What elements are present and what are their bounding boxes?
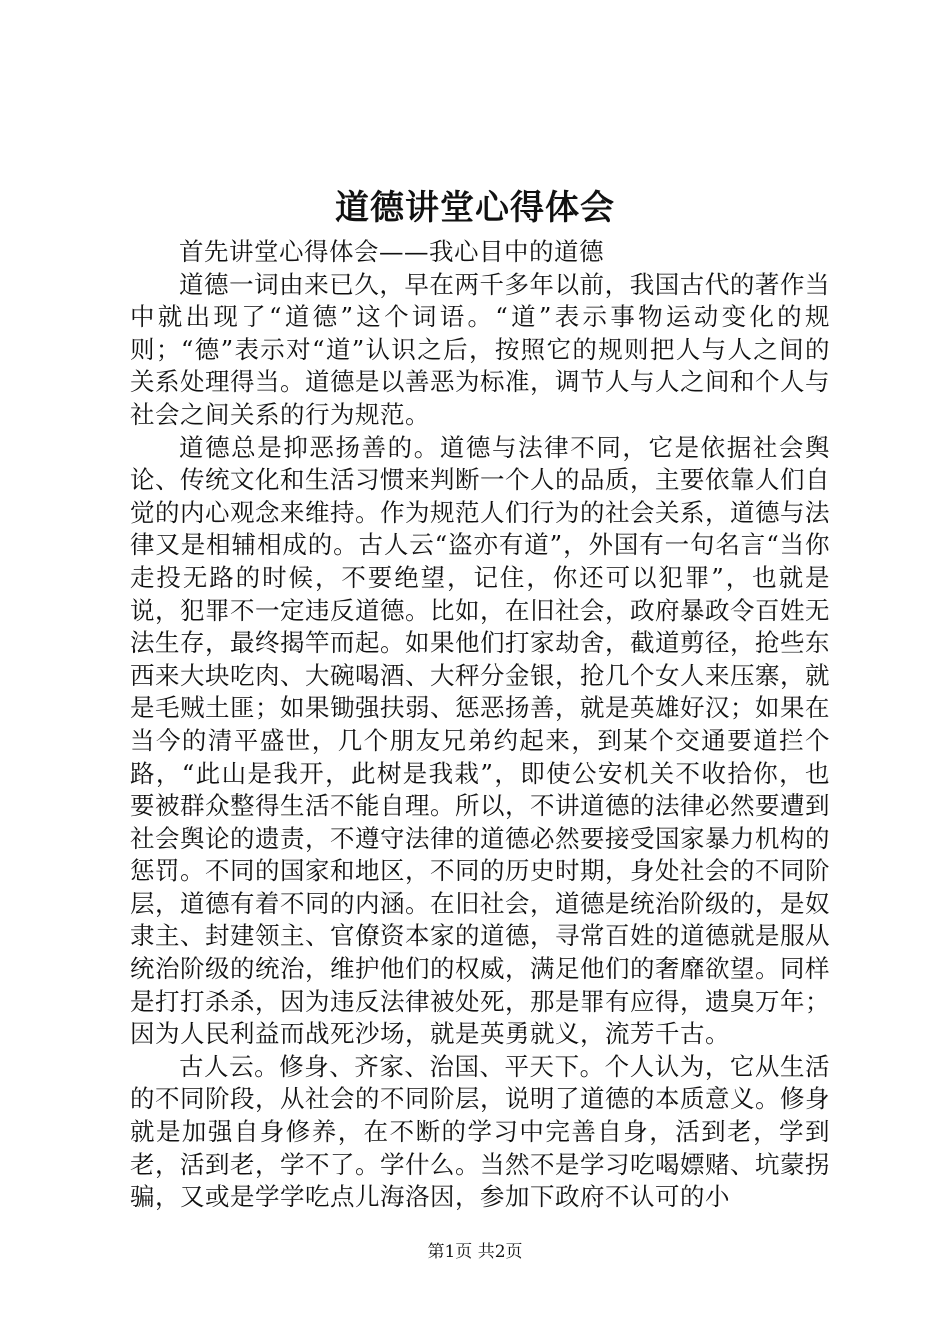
paragraph-subtitle: 首先讲堂心得体会——我心目中的道德 [179, 237, 604, 266]
page-number-footer: 第1页 共2页 [427, 1242, 523, 1262]
paragraph-3: 古人云。修身、齐家、治国、平天下。个人认为，它从生活的不同阶段，从社会的不同阶层，说明了道德的本质意义。修身就是加强自身修养，在不断的学习中完善自身，活到老，学到老，活到老，学不了。学什么。当然不是学习吃喝嫖赌、坑蒙拐骗，又或是学学吃点儿海洛因，参加下政府不认可的小 [130, 1051, 830, 1212]
paragraph-1: 道德一词由来已久，早在两千多年以前，我国古代的著作当中就出现了“道德”这个词语。“道”表示事物运动变化的规则；“德”表示对“道”认识之后，按照它的规则把人与人之间的关系处理得当。道德是以善恶为标准，调节人与人之间和个人与社会之间关系的行为规范。 [130, 269, 830, 429]
document-body [130, 236, 830, 1214]
paragraph-2: 道德总是抑恶扬善的。道德与法律不同，它是依据社会舆论、传统文化和生活习惯来判断一个人的品质，主要依靠人们自觉的内心观念来维持。作为规范人们行为的社会关系，道德与法律又是相辅相成的。古人云“盗亦有道”，外国有一句名言“当你走投无路的时候，不要绝望，记住，你还可以犯罪”，也就是说，犯罪不一定违反道德。比如，在旧社会，政府暴政令百姓无法生存，最终揭竿而起。如果他们打家劫舍，截道剪径，抢些东西来大块吃肉、大碗喝酒、大秤分金银，抢几个女人来压寨，就是毛贼土匪；如果锄强扶弱、惩恶扬善，就是英雄好汉；如果在当今的清平盛世，几个朋友兄弟约起来，到某个交通要道拦个路，“此山是我开，此树是我栽”，即使公安机关不收拾你，也要被群众整得生活不能自理。所以，不讲道德的法律必然要遭到社会舆论的遗责，不遵守法律的道德必然要接受国家暴力机构的惩罚。不同的国家和地区，不同的历史时期，身处社会的不同阶层，道德有着不同的内涵。在旧社会，道德是统治阶级的，是奴隶主、封建领主、官僚资本家的道德，寻常百姓的道德就是服从统治阶级的统治，维护他们的权威，满足他们的奢靡欲望。同样是打打杀杀，因为违反法律被处死，那是罪有应得，遗臭万年；因为人民利益而战死沙场，就是英勇就义，流芳千古。 [130, 432, 830, 1049]
document-title: 道德讲堂心得体会 [335, 188, 615, 228]
